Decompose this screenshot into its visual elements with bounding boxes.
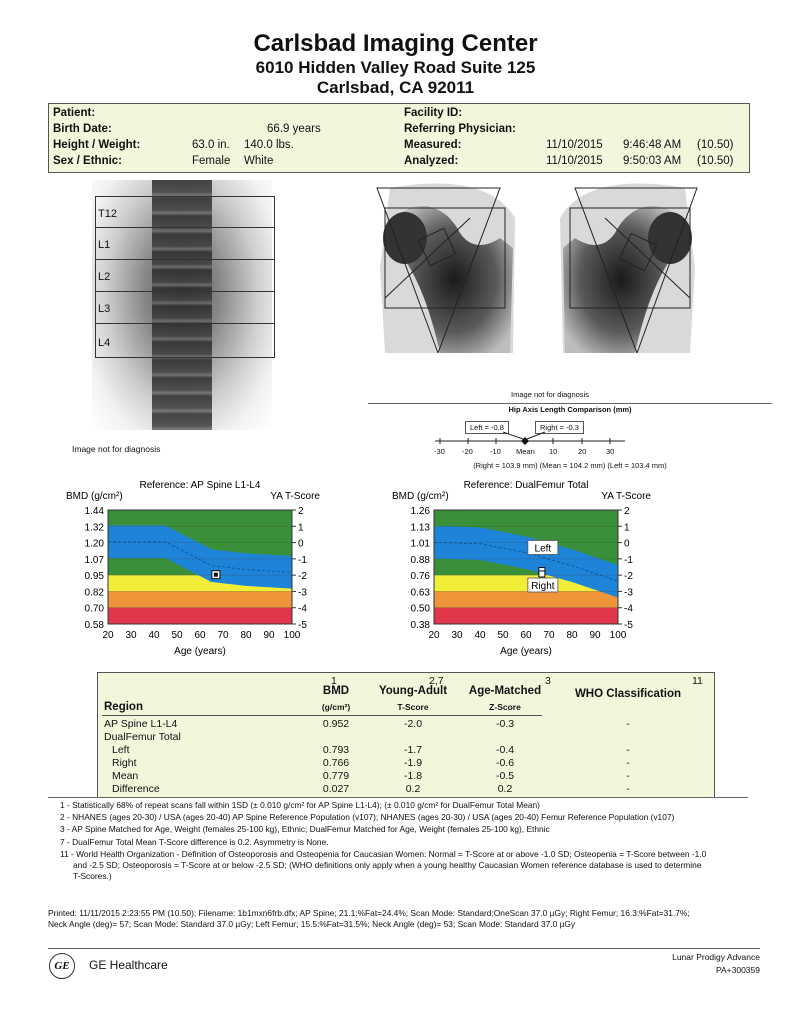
- footnote-11-cont: and -2.5 SD; Osteoporosis = T-Score at or below -2.5 SD; (WHO definitions only apply when a young healthy Caucasian Women reference database is used to determine: [73, 860, 702, 870]
- col-young-adult-sub: T-Score: [397, 702, 429, 712]
- sex-ethnic-label: Sex / Ethnic:: [53, 155, 123, 167]
- row-zscore: -0.5: [495, 770, 515, 782]
- height-weight-label: Height / Weight:: [53, 139, 141, 151]
- chart-title: Reference: DualFemur Total: [463, 480, 589, 491]
- x-tick-label: 30: [451, 630, 463, 641]
- y-axis-label: BMD (g/cm²): [66, 491, 123, 502]
- x-axis-label: Age (years): [500, 646, 552, 657]
- y-tick-label: 0.38: [410, 620, 430, 631]
- footnote-1: 1 - Statistically 68% of repeat scans fall within 1SD (± 0.010 g/cm² for AP Spine L1-L4); (± 0.010 g/cm² for DualFemur Total Mean): [60, 800, 540, 810]
- printed-line-2: Neck Angle (deg)= 57; Scan Mode: Standard 37.0 µGy; Left Femur; 15.5:%Fat=31.5%; Neck Angle (deg)= 53; Scan Mode: Standard 37.0 µGy: [48, 919, 576, 929]
- vertebra-grid: [95, 196, 273, 357]
- col-age-matched-sub: Z-Score: [489, 702, 521, 712]
- row-bmd: 0.952: [322, 718, 350, 730]
- footnote-7: 7 - DualFemur Total Mean T-Score difference is 0.2. Asymmetry is None.: [60, 837, 329, 847]
- femur-reference-chart: [388, 478, 653, 660]
- t-tick-label: -1: [298, 554, 307, 566]
- row-bmd: 0.766: [322, 757, 350, 769]
- col-bmd: BMD: [322, 685, 350, 697]
- row-who: -: [626, 757, 630, 769]
- y-tick-label: 0.70: [84, 603, 104, 615]
- col-bmd-unit: (g/cm²): [321, 702, 351, 712]
- hip-axis-summary: (Right = 103.9 mm) (Mean = 104.2 mm) (Left = 103.4 mm): [473, 461, 667, 470]
- x-tick-label: 100: [609, 630, 627, 641]
- x-tick-label: 70: [217, 630, 229, 641]
- x-tick-label: 90: [263, 630, 275, 641]
- col-region: Region: [104, 701, 143, 713]
- x-tick-label: 30: [125, 630, 137, 641]
- t-tick-label: 0: [298, 538, 304, 550]
- y-tick-label: 0.88: [410, 554, 430, 566]
- y-tick-label: 1.32: [84, 522, 104, 534]
- measured-version: (10.50): [697, 139, 734, 151]
- table-row: [98, 718, 714, 731]
- ge-logo-icon: GE: [49, 953, 75, 979]
- x-tick-label: 100: [283, 630, 301, 641]
- vertebra-box-l4: [95, 323, 275, 358]
- t-tick-label: 0: [624, 538, 630, 550]
- hip-axis-tick: -30: [434, 447, 445, 456]
- osteoporosis-band: [434, 608, 618, 624]
- y2-axis-label: YA T-Score: [270, 491, 320, 502]
- y-axis-label: BMD (g/cm²): [392, 491, 449, 502]
- measured-time: 9:46:48 AM: [623, 139, 682, 151]
- hip-axis-divider: [368, 403, 772, 404]
- birth-date-label: Birth Date:: [53, 123, 112, 135]
- footnote-11-end: T-Scores.): [73, 871, 112, 881]
- x-tick-label: 90: [589, 630, 601, 641]
- t-tick-label: 2: [298, 506, 304, 517]
- row-region: Left: [112, 744, 130, 756]
- t-tick-label: -1: [624, 554, 633, 566]
- facility-id-label: Facility ID:: [404, 107, 463, 119]
- t-tick-label: -3: [298, 587, 307, 599]
- measured-date: 11/10/2015: [546, 139, 603, 151]
- footnote-11: 11 - World Health Organization - Definition of Osteoporosis and Osteopenia for Caucasian Women: Normal = T-Score at or above -1.0 SD; Osteopenia = T-Score between -1.0: [60, 849, 707, 859]
- y-tick-label: 0.58: [84, 620, 104, 631]
- t-tick-label: -2: [624, 571, 633, 583]
- osteoporosis-band: [108, 608, 292, 624]
- ya-footnote-ref: 2,7: [429, 675, 444, 687]
- row-zscore: -0.6: [495, 757, 515, 769]
- patient-label-left: Left: [534, 543, 552, 555]
- x-tick-label: 40: [474, 630, 486, 641]
- table-row: [98, 757, 714, 770]
- t-tick-label: -5: [624, 620, 633, 631]
- facility-title: Carlsbad Imaging Center: [253, 30, 538, 57]
- t-tick-label: 1: [624, 522, 630, 534]
- table-row: [98, 770, 714, 783]
- x-axis-label: Age (years): [174, 646, 226, 657]
- facility-address-line1: 6010 Hidden Valley Road Suite 125: [255, 58, 536, 77]
- chart-title: Reference: AP Spine L1-L4: [139, 480, 261, 491]
- device-name: Lunar Prodigy Advance: [672, 952, 760, 962]
- row-region: AP Spine L1-L4: [104, 718, 178, 730]
- hip-scan-images: [375, 178, 700, 353]
- t-tick-label: -2: [298, 571, 307, 583]
- y-tick-label: 0.76: [410, 571, 430, 583]
- y-tick-label: 0.63: [410, 587, 430, 599]
- vertebra-box-l2: [95, 259, 275, 292]
- vertebra-label-t12: T12: [98, 208, 117, 220]
- row-who: -: [626, 783, 630, 795]
- vertebra-box-t12: [95, 196, 275, 228]
- spine-reference-chart: [62, 478, 322, 660]
- patient-label: Patient:: [53, 107, 96, 119]
- row-tscore: -1.7: [403, 744, 423, 756]
- facility-address-line2: Carlsbad, CA 92011: [316, 78, 475, 97]
- hip-axis-left-box: Left = -0.8: [465, 421, 509, 434]
- hip-axis-scale: [430, 430, 630, 448]
- row-bmd: 0.027: [322, 783, 350, 795]
- footnote-3: 3 - AP Spine Matched for Age, Weight (females 25-100 kg), Ethnic; DualFemur Matched for Age, Weight (females 25-100 kg), Ethnic: [60, 824, 550, 834]
- row-bmd: 0.793: [322, 744, 350, 756]
- t-tick-label: -3: [624, 587, 633, 599]
- y-tick-label: 0.50: [410, 603, 430, 615]
- table-row: [98, 783, 714, 796]
- row-region: Right: [112, 757, 137, 769]
- hip-image-disclaimer: Image not for diagnosis: [511, 390, 589, 399]
- hip-axis-tick-labels: [430, 447, 630, 457]
- low-band: [108, 591, 292, 607]
- t-tick-label: -4: [624, 603, 633, 615]
- t-tick-label: 2: [624, 506, 630, 517]
- row-zscore: -0.3: [495, 718, 515, 730]
- birth-date-value: 66.9 years: [267, 123, 321, 135]
- vertebra-box-l3: [95, 291, 275, 324]
- analyzed-date: 11/10/2015: [546, 155, 603, 167]
- col-young-adult: Young-Adult: [378, 685, 448, 697]
- brand-name: GE Healthcare: [89, 958, 168, 972]
- row-region: Difference: [112, 783, 160, 795]
- x-tick-label: 80: [240, 630, 252, 641]
- patient-marker-right: [539, 571, 545, 577]
- x-tick-label: 60: [520, 630, 532, 641]
- x-tick-label: 50: [171, 630, 183, 641]
- row-tscore: -1.9: [403, 757, 423, 769]
- left-hip-image: [377, 183, 515, 353]
- row-bmd: 0.779: [322, 770, 350, 782]
- y-tick-label: 1.13: [410, 522, 430, 534]
- t-tick-label: -4: [298, 603, 307, 615]
- device-id: PA+300359: [715, 965, 760, 975]
- vertebra-box-l1: [95, 227, 275, 260]
- am-footnote-ref: 3: [545, 675, 551, 687]
- measured-label: Measured:: [404, 139, 462, 151]
- t-tick-label: -5: [298, 620, 307, 631]
- hip-axis-tick: 10: [549, 447, 558, 456]
- y-tick-label: 1.26: [410, 506, 430, 517]
- analyzed-time: 9:50:03 AM: [623, 155, 682, 167]
- row-who: -: [626, 770, 630, 782]
- spine-image-disclaimer: Image not for diagnosis: [72, 444, 161, 454]
- row-who: -: [626, 718, 630, 730]
- x-tick-label: 50: [497, 630, 509, 641]
- vertebra-label-l2: L2: [98, 271, 111, 283]
- low-band: [434, 591, 618, 607]
- row-region: Mean: [112, 770, 139, 782]
- table-header-rule: [102, 715, 542, 716]
- row-tscore: -1.8: [403, 770, 423, 782]
- height-value: 63.0 in.: [192, 139, 230, 151]
- row-tscore: -2.0: [403, 718, 423, 730]
- printed-line-1: Printed: 11/11/2015 2:23:55 PM (10.50); Filename: 1b1mxn6frb.dfx; AP Spine; 21.1:%Fat=24.4%; Scan Mode: Standard;OneScan 37.0 µGy; Right Femur; 16.3:%Fat=31.7%;: [48, 908, 690, 918]
- who-footnote-ref: 11: [692, 675, 703, 687]
- footnote-divider: [48, 797, 748, 798]
- hip-axis-right-box: Right = -0.3: [535, 421, 584, 434]
- y-tick-label: 1.44: [84, 506, 104, 517]
- hip-axis-tick: -20: [462, 447, 473, 456]
- y-tick-label: 1.01: [410, 538, 430, 550]
- patient-marker-dot: [214, 573, 218, 577]
- row-region: DualFemur Total: [104, 731, 181, 743]
- ethnic-value: White: [244, 155, 274, 167]
- x-tick-label: 40: [148, 630, 160, 641]
- t-tick-label: 1: [298, 522, 304, 534]
- x-tick-label: 80: [566, 630, 578, 641]
- row-zscore: -0.4: [495, 744, 515, 756]
- hip-axis-tick: 20: [578, 447, 587, 456]
- hip-axis-tick: -10: [490, 447, 501, 456]
- hip-axis-tick: Mean: [516, 447, 535, 456]
- x-tick-label: 60: [194, 630, 206, 641]
- analyzed-version: (10.50): [697, 155, 734, 167]
- x-tick-label: 20: [102, 630, 114, 641]
- col-age-matched: Age-Matched: [468, 685, 542, 697]
- row-tscore: 0.2: [405, 783, 421, 795]
- hip-axis-tick: 30: [606, 447, 615, 456]
- row-zscore: 0.2: [497, 783, 513, 795]
- x-tick-label: 20: [428, 630, 440, 641]
- table-row: [98, 731, 714, 744]
- table-row: [98, 744, 714, 757]
- vertebra-label-l1: L1: [98, 239, 111, 251]
- footnote-2: 2 - NHANES (ages 20-30) / USA (ages 20-40) AP Spine Reference Population (v107); NHANES (ages 20-30) / USA (ages 20-40) Femur Reference Population (v107): [60, 812, 675, 822]
- y-tick-label: 0.82: [84, 587, 104, 599]
- footer-divider: [48, 948, 760, 949]
- x-tick-label: 70: [543, 630, 555, 641]
- weight-value: 140.0 lbs.: [244, 139, 294, 151]
- col-who: WHO Classification: [574, 688, 682, 700]
- vertebra-label-l4: L4: [98, 337, 111, 349]
- y-tick-label: 1.07: [84, 554, 104, 566]
- y-tick-label: 0.95: [84, 571, 104, 583]
- patient-label-right: Right: [531, 580, 555, 592]
- bmd-footnote-ref: 1: [331, 675, 337, 687]
- right-hip-image: [560, 183, 697, 353]
- vertebra-label-l3: L3: [98, 303, 111, 315]
- hip-axis-title: Hip Axis Length Comparison (mm): [508, 405, 632, 414]
- referring-physician-label: Referring Physician:: [404, 123, 516, 135]
- y-tick-label: 1.20: [84, 538, 104, 550]
- patient-info-box: [48, 103, 750, 173]
- analyzed-label: Analyzed:: [404, 155, 459, 167]
- sex-value: Female: [192, 155, 231, 167]
- row-who: -: [626, 744, 630, 756]
- y2-axis-label: YA T-Score: [601, 491, 651, 502]
- results-table: [97, 672, 715, 798]
